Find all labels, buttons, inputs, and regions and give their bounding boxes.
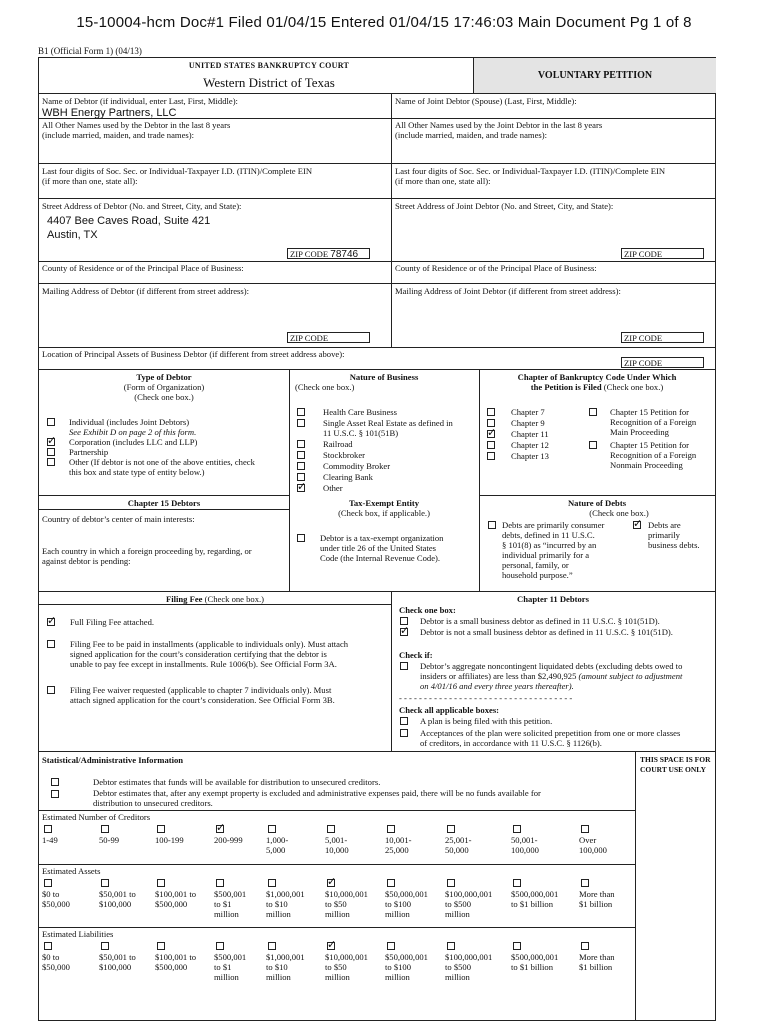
assets-option-label: to $1 billion bbox=[511, 899, 554, 909]
checkbox-full-fee[interactable] bbox=[47, 614, 57, 627]
liabilities-option-label: to $50 bbox=[325, 962, 347, 972]
ch11-small-business: Debtor is a small business debtor as defined in 11 U.S.C. § 101(51D). bbox=[420, 616, 660, 626]
liabilities-option-label: $1 billion bbox=[579, 962, 613, 972]
joint-zip: ZIP CODE bbox=[621, 248, 704, 259]
tax-exempt-sub: (Check box, if applicable.) bbox=[338, 508, 430, 518]
liabilities-option-label: to $1 bbox=[214, 962, 232, 972]
liabilities-option-label: to $100 bbox=[385, 962, 412, 972]
nob-clearing-bank: Clearing Bank bbox=[323, 472, 373, 482]
assets-checkbox[interactable] bbox=[157, 879, 165, 887]
nature-of-debts-sub: (Check one box.) bbox=[589, 508, 649, 518]
checkbox-plan-filed[interactable] bbox=[400, 717, 408, 725]
ch11-accept-1: Acceptances of the plan were solicited prepetition from one or more classes bbox=[420, 728, 681, 738]
chapter-11-label: Chapter 11 bbox=[511, 429, 549, 439]
checkbox-not-small-business[interactable] bbox=[400, 624, 410, 637]
liabilities-option-label: $500,000 bbox=[155, 962, 188, 972]
nob-health-care: Health Care Business bbox=[323, 407, 397, 417]
creditors-option-label: 50,000 bbox=[445, 845, 469, 855]
checkbox-business-debts[interactable] bbox=[633, 517, 643, 530]
joint-ssn-sub: (if more than one, state all): bbox=[395, 176, 491, 186]
assets-label: Estimated Assets bbox=[42, 866, 101, 876]
nature-of-business-title: Nature of Business bbox=[349, 372, 419, 382]
liabilities-option-label: More than bbox=[579, 952, 615, 962]
creditors-option-label: Over bbox=[579, 835, 597, 845]
checkbox-stockbroker[interactable] bbox=[297, 451, 305, 459]
joint-mailing-label: Mailing Address of Joint Debtor (if different from street address): bbox=[395, 286, 621, 296]
debts-business-2: primarily bbox=[648, 530, 680, 540]
opt-corporation: Corporation (includes LLC and LLP) bbox=[69, 437, 198, 447]
liabilities-option-label: million bbox=[385, 972, 410, 982]
statistical-title: Statistical/Administrative Information bbox=[42, 755, 184, 765]
assets-option-label: to $1 bbox=[214, 899, 232, 909]
liabilities-option-label: to $500 bbox=[445, 962, 472, 972]
nature-of-debts-title: Nature of Debts bbox=[567, 498, 627, 508]
assets-option-label: $50,000 bbox=[42, 899, 70, 909]
checkbox-railroad[interactable] bbox=[297, 440, 305, 448]
check-mark-icon: ✓ bbox=[327, 875, 337, 888]
street-line2: Austin, TX bbox=[47, 229, 98, 241]
stat-no-funds-2: distribution to unsecured creditors. bbox=[93, 798, 213, 808]
check-mark-icon: ✓ bbox=[487, 426, 497, 439]
fee-full: Full Filing Fee attached. bbox=[70, 617, 155, 627]
debtor-zip: ZIP CODE 78746 bbox=[287, 248, 370, 259]
liabilities-checkbox[interactable] bbox=[157, 942, 165, 950]
assets-option-label: $1 billion bbox=[579, 899, 613, 909]
assets-option-label: to $10 bbox=[266, 899, 288, 909]
liabilities-option-label: million bbox=[445, 972, 470, 982]
chapter-15-nonmain-2: Recognition of a Foreign bbox=[610, 450, 697, 460]
assets-option-label: to $50 bbox=[325, 899, 347, 909]
creditors-option-label: 10,000 bbox=[325, 845, 349, 855]
location-zip: ZIP CODE bbox=[621, 357, 704, 368]
liabilities-option-label: $50,001 to bbox=[99, 952, 136, 962]
creditors-checkbox[interactable] bbox=[157, 825, 165, 833]
chapter15-each-1: Each country in which a foreign proceeding by, regarding, or bbox=[42, 546, 252, 556]
checkbox-fee-waiver[interactable] bbox=[47, 686, 55, 694]
checkbox-individual[interactable] bbox=[47, 418, 55, 426]
mailing-label: Mailing Address of Debtor (if different from street address): bbox=[42, 286, 249, 296]
debts-consumer-4: individual primarily for a bbox=[502, 550, 590, 560]
creditors-option-label: 10,001- bbox=[385, 835, 412, 845]
filing-fee-title: Filing Fee (Check one box.) bbox=[165, 594, 265, 604]
docket-header: 15-10004-hcm Doc#1 Filed 01/04/15 Entered 01/04/15 17:46:03 Main Document Pg 1 of 8 bbox=[76, 14, 692, 31]
assets-option-label: More than bbox=[579, 889, 615, 899]
location-label: Location of Principal Assets of Business Debtor (if different from street address above): bbox=[42, 349, 345, 359]
creditors-checkbox[interactable] bbox=[327, 825, 335, 833]
assets-option-label: $500,000 bbox=[155, 899, 188, 909]
fee-installments-2: signed application for the court’s consideration certifying that the debtor is bbox=[70, 649, 327, 659]
checkbox-chapter-7[interactable] bbox=[487, 408, 495, 416]
liabilities-option-label: $50,000 bbox=[42, 962, 70, 972]
court-use-2: COURT USE ONLY bbox=[640, 765, 707, 774]
chapter-15-nonmain-1: Chapter 15 Petition for bbox=[610, 440, 690, 450]
liabilities-option-label: million bbox=[266, 972, 291, 982]
creditors-checkbox[interactable] bbox=[101, 825, 109, 833]
chapter-title-1: Chapter of Bankruptcy Code Under Which bbox=[517, 372, 677, 382]
check-mark-icon: ✓ bbox=[47, 614, 57, 627]
checkbox-other-entity[interactable] bbox=[47, 458, 55, 466]
assets-option-label: $50,000,001 bbox=[385, 889, 428, 899]
joint-ssn-label: Last four digits of Soc. Sec. or Individual-Taxpayer I.D. (ITIN)/Complete EIN bbox=[395, 166, 666, 176]
checkbox-health-care[interactable] bbox=[297, 408, 305, 416]
checkbox-acceptances[interactable] bbox=[400, 729, 408, 737]
petition-title: VOLUNTARY PETITION bbox=[537, 70, 653, 81]
creditors-checkbox[interactable] bbox=[513, 825, 521, 833]
checkbox-tax-exempt[interactable] bbox=[297, 534, 305, 542]
fee-waiver-2: attach signed application for the court’s consideration. See Official Form 3B. bbox=[70, 695, 335, 705]
chapter-15-nonmain-3: Nonmain Proceeding bbox=[610, 460, 683, 470]
assets-checkbox[interactable] bbox=[581, 879, 589, 887]
creditors-option-label: 25,001- bbox=[445, 835, 472, 845]
chapter-7-label: Chapter 7 bbox=[511, 407, 545, 417]
creditors-option-label: 200-999 bbox=[214, 835, 243, 845]
chapter15-debtors-title: Chapter 15 Debtors bbox=[127, 498, 201, 508]
other-names-label: All Other Names used by the Debtor in the last 8 years bbox=[42, 120, 231, 130]
assets-option-label: million bbox=[445, 909, 470, 919]
assets-option-label: $100,000,001 bbox=[445, 889, 493, 899]
assets-option-label: $100,001 to bbox=[155, 889, 197, 899]
assets-checkbox[interactable] bbox=[44, 879, 52, 887]
creditors-option-label: 5,001- bbox=[325, 835, 348, 845]
creditors-option-label: 50-99 bbox=[99, 835, 120, 845]
creditors-option-label: 1,000- bbox=[266, 835, 289, 845]
debts-business-3: business debts. bbox=[648, 540, 700, 550]
assets-checkbox[interactable] bbox=[268, 879, 276, 887]
liabilities-option-label: $50,000,001 bbox=[385, 952, 428, 962]
ch11-aggregate-2: insiders or affiliates) are less than $2,490,925 (amount subject to adjustment bbox=[420, 671, 683, 681]
fee-installments-1: Filing Fee to be paid in installments (applicable to individuals only). Must attach bbox=[70, 639, 349, 649]
creditors-option-label: 100,000 bbox=[511, 845, 539, 855]
street-line1: 4407 Bee Caves Road, Suite 421 bbox=[47, 215, 211, 227]
assets-checkbox[interactable] bbox=[447, 879, 455, 887]
chapter11-check-all: Check all applicable boxes: bbox=[399, 705, 500, 715]
creditors-option-label: 25,000 bbox=[385, 845, 409, 855]
assets-option-label: to $500 bbox=[445, 899, 472, 909]
creditors-checkbox[interactable] bbox=[216, 821, 226, 834]
checkbox-aggregate-debts[interactable] bbox=[400, 662, 408, 670]
tax-exempt-l2: under title 26 of the United States bbox=[320, 543, 436, 553]
type-of-debtor-sub1: (Form of Organization) bbox=[123, 382, 205, 392]
creditors-label: Estimated Number of Creditors bbox=[42, 812, 151, 822]
assets-checkbox[interactable] bbox=[101, 879, 109, 887]
checkbox-chapter-15-nonmain[interactable] bbox=[589, 441, 597, 449]
assets-option-label: million bbox=[266, 909, 291, 919]
county-label: County of Residence or of the Principal Place of Business: bbox=[42, 263, 244, 273]
debts-business-1: Debts are bbox=[648, 520, 681, 530]
assets-option-label: to $100 bbox=[385, 899, 412, 909]
check-mark-icon: ✓ bbox=[400, 624, 410, 637]
liabilities-checkbox[interactable] bbox=[327, 938, 337, 951]
form-id: B1 (Official Form 1) (04/13) bbox=[38, 46, 142, 56]
liabilities-option-label: $0 to bbox=[42, 952, 60, 962]
liabilities-option-label: $500,001 bbox=[214, 952, 247, 962]
liabilities-checkbox[interactable] bbox=[216, 942, 224, 950]
debtor-name-label: Name of Debtor (if individual, enter Last, First, Middle): bbox=[42, 96, 238, 106]
liabilities-option-label: $100,000,001 bbox=[445, 952, 493, 962]
creditors-checkbox[interactable] bbox=[44, 825, 52, 833]
liabilities-option-label: $1,000,001 bbox=[266, 952, 305, 962]
assets-checkbox[interactable] bbox=[216, 879, 224, 887]
nob-commodity-broker: Commodity Broker bbox=[323, 461, 391, 471]
checkbox-chapter-15-main[interactable] bbox=[589, 408, 597, 416]
chapter-9-label: Chapter 9 bbox=[511, 418, 545, 428]
fee-waiver-1: Filing Fee waiver requested (applicable to chapter 7 individuals only). Must bbox=[70, 685, 332, 695]
liabilities-option-label: million bbox=[325, 972, 350, 982]
type-of-debtor-title: Type of Debtor bbox=[136, 372, 192, 382]
assets-checkbox[interactable] bbox=[387, 879, 395, 887]
checkbox-single-asset[interactable] bbox=[297, 419, 305, 427]
nob-single-asset-2: 11 U.S.C. § 101(51B) bbox=[323, 428, 399, 438]
joint-other-names-label: All Other Names used by the Joint Debtor in the last 8 years bbox=[395, 120, 603, 130]
court-use-1: THIS SPACE IS FOR bbox=[640, 755, 711, 764]
liabilities-option-label: to $1 billion bbox=[511, 962, 554, 972]
checkbox-chapter-12[interactable] bbox=[487, 441, 495, 449]
opt-individual-note: See Exhibit D on page 2 of this form. bbox=[69, 427, 197, 437]
debts-consumer-6: household purpose.” bbox=[502, 570, 573, 580]
street-label: Street Address of Debtor (No. and Street, City, and State): bbox=[42, 201, 242, 211]
nob-railroad: Railroad bbox=[323, 439, 353, 449]
checkbox-consumer-debts[interactable] bbox=[488, 521, 496, 529]
checkbox-funds-available[interactable] bbox=[51, 778, 59, 786]
liabilities-option-label: million bbox=[214, 972, 239, 982]
liabilities-checkbox[interactable] bbox=[581, 942, 589, 950]
liabilities-option-label: $10,000,001 bbox=[325, 952, 368, 962]
joint-county-label: County of Residence or of the Principal Place of Business: bbox=[395, 263, 597, 273]
creditors-checkbox[interactable] bbox=[268, 825, 276, 833]
assets-option-label: million bbox=[214, 909, 239, 919]
nob-single-asset: Single Asset Real Estate as defined in bbox=[323, 418, 453, 428]
assets-option-label: $500,001 bbox=[214, 889, 247, 899]
checkbox-chapter-11[interactable] bbox=[487, 426, 497, 439]
chapter15-each-2: against debtor is pending: bbox=[42, 556, 131, 566]
check-mark-icon: ✓ bbox=[633, 517, 643, 530]
tax-exempt-title: Tax-Exempt Entity bbox=[348, 498, 420, 508]
assets-option-label: $500,000,001 bbox=[511, 889, 559, 899]
checkbox-other-business[interactable] bbox=[297, 480, 307, 493]
opt-other-entity: Other (If debtor is not one of the above entities, check bbox=[69, 457, 255, 467]
debts-consumer-2: debts, defined in 11 U.S.C. bbox=[502, 530, 595, 540]
chapter-15-main-3: Main Proceeding bbox=[610, 427, 669, 437]
debts-consumer-5: personal, family, or bbox=[502, 560, 569, 570]
fee-installments-3: unable to pay fee except in installments. Rule 1006(b). See Official Form 3A. bbox=[70, 659, 337, 669]
check-mark-icon: ✓ bbox=[297, 480, 307, 493]
debtor-name: WBH Energy Partners, LLC bbox=[42, 107, 177, 119]
checkbox-chapter-13[interactable] bbox=[487, 452, 495, 460]
ch11-dashes: - - - - - - - - - - - - - - - - - - - - - - - - - - - - - - - - - - - bbox=[399, 693, 573, 703]
opt-partnership: Partnership bbox=[69, 447, 109, 457]
liabilities-checkbox[interactable] bbox=[44, 942, 52, 950]
ch11-aggregate-1: Debtor’s aggregate noncontingent liquidated debts (excluding debts owed to bbox=[420, 661, 683, 671]
creditors-option-label: 100,000 bbox=[579, 845, 607, 855]
creditors-option-label: 50,001- bbox=[511, 835, 538, 845]
chapter-13-label: Chapter 13 bbox=[511, 451, 549, 461]
mailing-zip: ZIP CODE bbox=[287, 332, 370, 343]
liabilities-checkbox[interactable] bbox=[387, 942, 395, 950]
assets-option-label: million bbox=[325, 909, 350, 919]
creditors-option-label: 100-199 bbox=[155, 835, 184, 845]
debts-consumer-1: Debts are primarily consumer bbox=[502, 520, 605, 530]
ssn-sub: (if more than one, state all): bbox=[42, 176, 138, 186]
assets-option-label: $0 to bbox=[42, 889, 60, 899]
checkbox-fee-installments[interactable] bbox=[47, 640, 55, 648]
ssn-label: Last four digits of Soc. Sec. or Individual-Taxpayer I.D. (ITIN)/Complete EIN bbox=[42, 166, 313, 176]
creditors-checkbox[interactable] bbox=[387, 825, 395, 833]
ch11-accept-2: of creditors, in accordance with 11 U.S.C. § 1126(b). bbox=[420, 738, 602, 748]
chapter11-debtors-title: Chapter 11 Debtors bbox=[517, 594, 589, 604]
nob-stockbroker: Stockbroker bbox=[323, 450, 366, 460]
check-mark-icon: ✓ bbox=[47, 434, 57, 447]
assets-option-label: $10,000,001 bbox=[325, 889, 368, 899]
check-mark-icon: ✓ bbox=[216, 821, 226, 834]
other-names-sub: (include married, maiden, and trade names): bbox=[42, 130, 194, 140]
chapter-12-label: Chapter 12 bbox=[511, 440, 549, 450]
joint-other-names-sub: (include married, maiden, and trade names): bbox=[395, 130, 547, 140]
checkbox-partnership[interactable] bbox=[47, 448, 55, 456]
checkbox-no-funds[interactable] bbox=[51, 790, 59, 798]
chapter11-check-if: Check if: bbox=[399, 650, 433, 660]
liabilities-option-label: to $10 bbox=[266, 962, 288, 972]
joint-mailing-zip: ZIP CODE bbox=[621, 332, 704, 343]
liabilities-checkbox[interactable] bbox=[268, 942, 276, 950]
creditors-option-label: 5,000 bbox=[266, 845, 286, 855]
liabilities-checkbox[interactable] bbox=[101, 942, 109, 950]
court-name: UNITED STATES BANKRUPTCY COURT bbox=[188, 61, 350, 70]
tax-exempt-l3: Code (the Internal Revenue Code). bbox=[320, 553, 441, 563]
liabilities-option-label: $100,000 bbox=[99, 962, 132, 972]
chapter-15-main-1: Chapter 15 Petition for bbox=[610, 407, 690, 417]
creditors-checkbox[interactable] bbox=[581, 825, 589, 833]
liabilities-checkbox[interactable] bbox=[513, 942, 521, 950]
nob-other: Other bbox=[323, 483, 343, 493]
ch11-not-small-business: Debtor is not a small business debtor as defined in 11 U.S.C. § 101(51D). bbox=[420, 627, 673, 637]
opt-other-entity-2: this box and state type of entity below.) bbox=[69, 467, 205, 477]
stat-no-funds-1: Debtor estimates that, after any exempt property is excluded and administrative expenses paid, there will be no funds available for bbox=[93, 788, 541, 798]
liabilities-option-label: $100,001 to bbox=[155, 952, 197, 962]
creditors-option-label: 1-49 bbox=[42, 835, 58, 845]
checkbox-corporation[interactable] bbox=[47, 434, 57, 447]
assets-option-label: $100,000 bbox=[99, 899, 132, 909]
opt-individual: Individual (includes Joint Debtors) bbox=[69, 417, 190, 427]
debts-consumer-3: § 101(8) as “incurred by an bbox=[502, 540, 597, 550]
assets-option-label: $50,001 to bbox=[99, 889, 136, 899]
ch11-plan: A plan is being filed with this petition. bbox=[420, 716, 553, 726]
assets-option-label: million bbox=[385, 909, 410, 919]
tax-exempt-l1: Debtor is a tax-exempt organization bbox=[320, 533, 444, 543]
assets-checkbox[interactable] bbox=[327, 875, 337, 888]
type-of-debtor-sub2: (Check one box.) bbox=[134, 392, 194, 402]
liabilities-label: Estimated Liabilities bbox=[42, 929, 114, 939]
voluntary-petition-form bbox=[38, 57, 716, 1021]
chapter-title-2: the Petition is Filed (Check one box.) bbox=[530, 382, 664, 392]
checkbox-commodity-broker[interactable] bbox=[297, 462, 305, 470]
nature-of-business-sub: (Check one box.) bbox=[295, 382, 355, 392]
ch11-aggregate-3: on 4/01/16 and every three years thereafter). bbox=[420, 681, 574, 691]
creditors-checkbox[interactable] bbox=[447, 825, 455, 833]
check-mark-icon: ✓ bbox=[327, 938, 337, 951]
stat-funds: Debtor estimates that funds will be available for distribution to unsecured creditors. bbox=[93, 777, 381, 787]
chapter11-check-one: Check one box: bbox=[399, 605, 456, 615]
chapter-15-main-2: Recognition of a Foreign bbox=[610, 417, 697, 427]
assets-option-label: $1,000,001 bbox=[266, 889, 305, 899]
joint-street-label: Street Address of Joint Debtor (No. and Street, City, and State): bbox=[395, 201, 614, 211]
court-district: Western District of Texas bbox=[203, 75, 335, 90]
assets-checkbox[interactable] bbox=[513, 879, 521, 887]
liabilities-option-label: $500,000,001 bbox=[511, 952, 559, 962]
joint-name-label: Name of Joint Debtor (Spouse) (Last, First, Middle): bbox=[395, 96, 577, 106]
chapter15-country: Country of debtor’s center of main interests: bbox=[42, 514, 195, 524]
liabilities-checkbox[interactable] bbox=[447, 942, 455, 950]
